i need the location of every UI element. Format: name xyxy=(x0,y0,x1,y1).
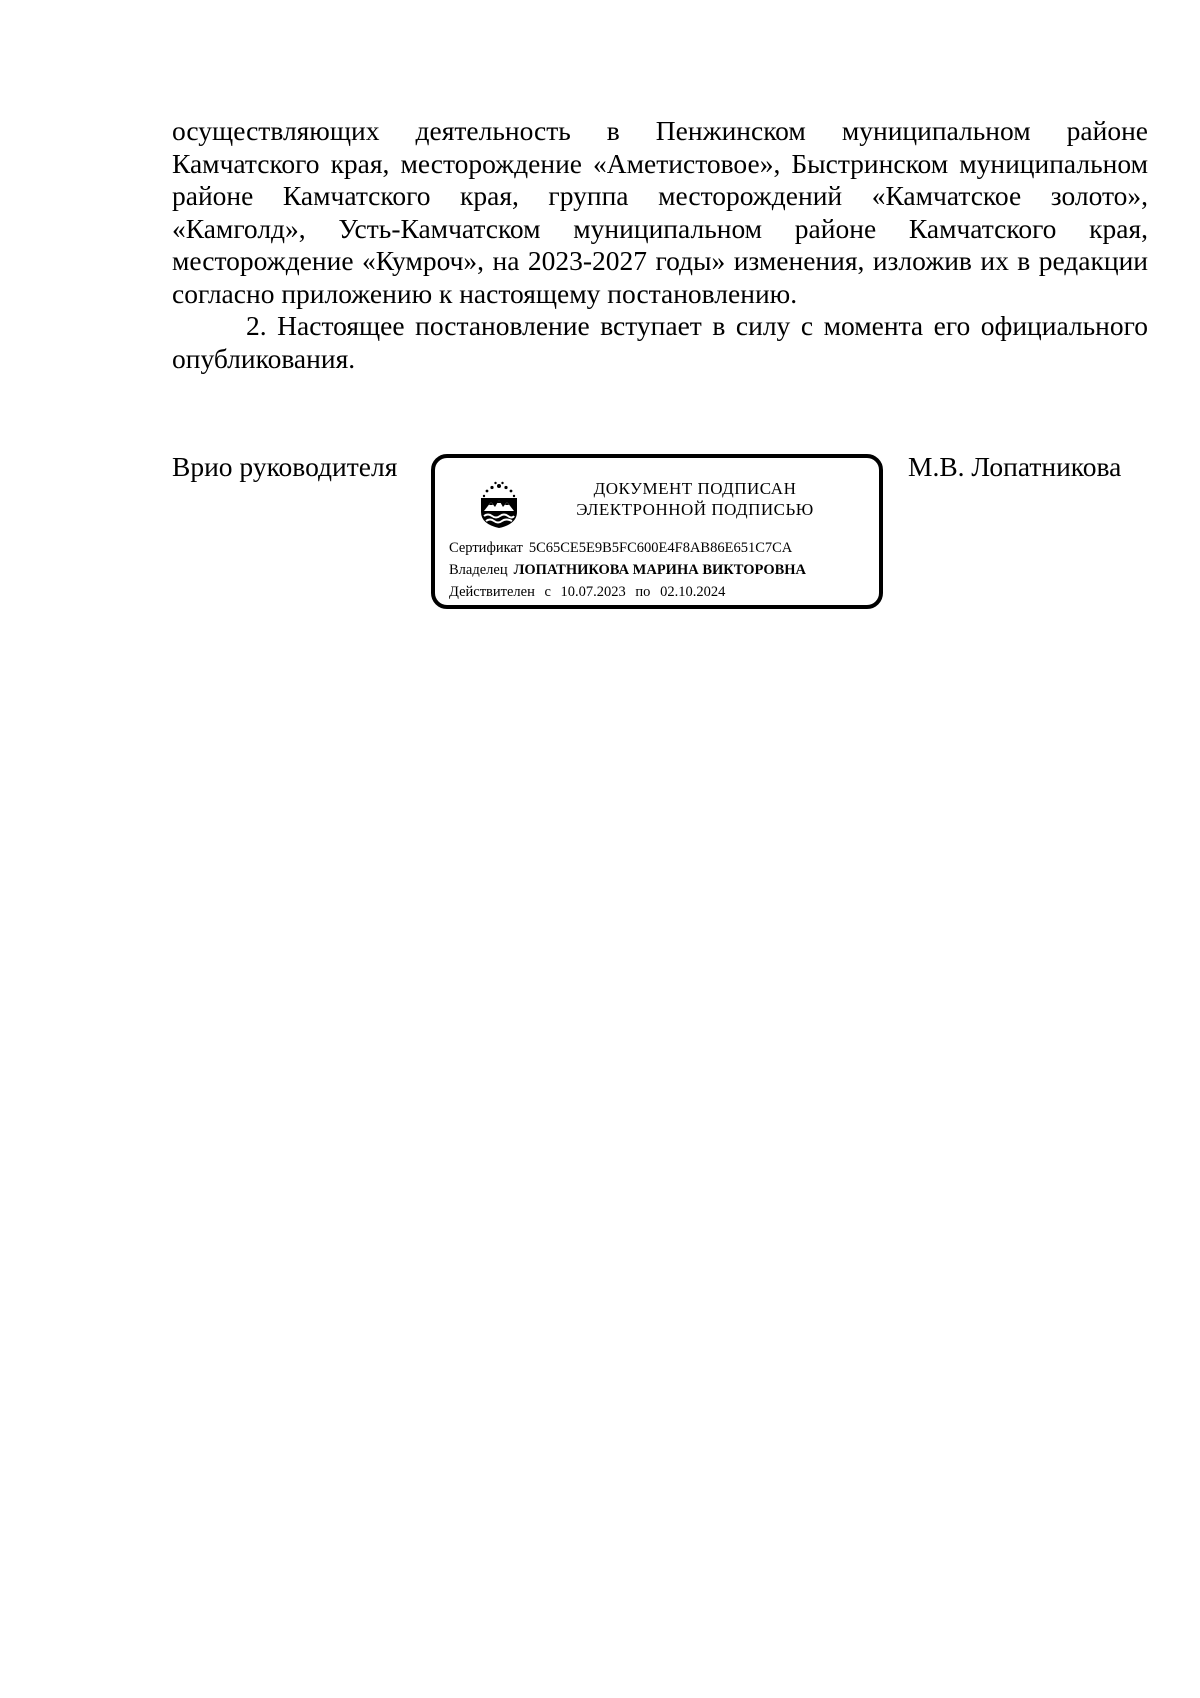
validity-from: 10.07.2023 xyxy=(560,584,626,600)
validity-label: Действителен xyxy=(449,584,535,600)
stamp-heading-line-2: ЭЛЕКТРОННОЙ ПОДПИСЬЮ xyxy=(576,500,814,519)
stamp-certificate-row xyxy=(449,538,792,558)
owner-label: Владелец xyxy=(449,562,508,578)
signer-position: Врио руководителя xyxy=(172,451,398,482)
certificate-label: Сертификат xyxy=(449,540,523,556)
paragraph-2: 2. Настоящее постановление вступает в силу с момента его официального опубликования. xyxy=(172,310,1148,374)
stamp-validity-row xyxy=(449,582,725,602)
validity-to: 02.10.2024 xyxy=(660,584,726,600)
electronic-signature-stamp xyxy=(431,454,883,609)
validity-from-prefix: с xyxy=(544,584,551,600)
document-body xyxy=(172,115,1148,375)
kamchatka-emblem-icon xyxy=(471,474,527,530)
stamp-heading-line-1: ДОКУМЕНТ ПОДПИСАН xyxy=(593,479,797,498)
stamp-owner-row xyxy=(449,560,806,580)
validity-to-prefix: по xyxy=(635,584,651,600)
paragraph-1: осуществляющих деятельность в Пенжинском муниципальном районе Камчатского края, месторождение «Аметистовое», Быстринском муниципальном районе Камчатского края, группа месторождений «Камчатское золото», «Камголд», Усть-Камчатском муниципальном районе Камчатского края, месторождение «Кумроч», на 2023-2027 годы» изменения, изложив их в редакции согласно приложению к настоящему постановлению. xyxy=(172,115,1148,309)
signer-name: М.В. Лопатникова xyxy=(908,451,1122,482)
stamp-heading xyxy=(545,478,845,520)
certificate-value: 5C65CE5E9B5FC600E4F8AB86E651C7CA xyxy=(528,540,793,556)
owner-value: ЛОПАТНИКОВА МАРИНА ВИКТОРОВНА xyxy=(513,562,807,578)
